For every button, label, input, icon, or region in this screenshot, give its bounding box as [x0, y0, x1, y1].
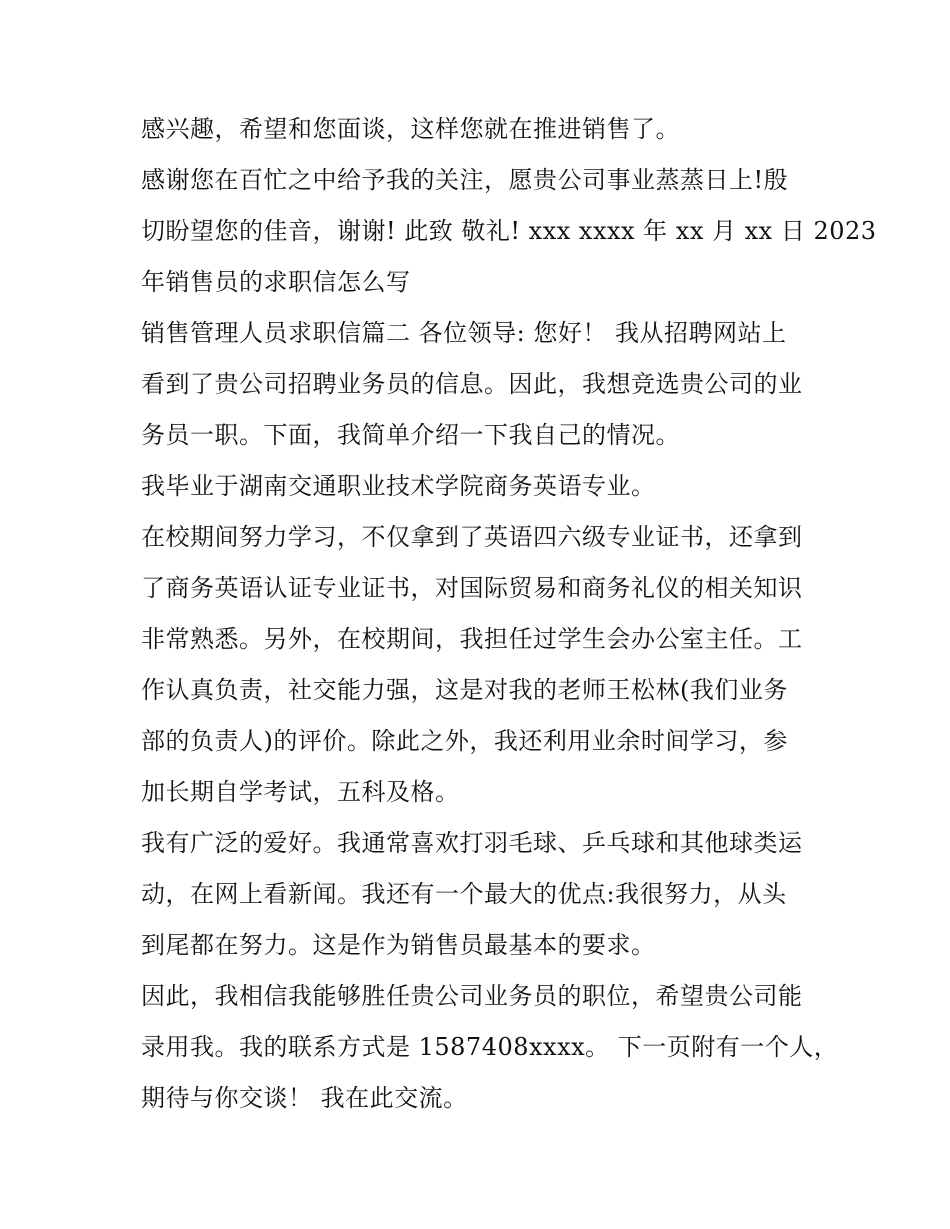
text-line: 动，在网上看新闻。我还有一个最大的优点:我很努力，从头 [141, 880, 787, 908]
text-line: 感谢您在百忙之中给予我的关注，愿贵公司事业蒸蒸日上!殷 [141, 166, 789, 194]
text-line: 务员一职。下面，我简单介绍一下我自己的情况。 [141, 421, 680, 449]
text-line: 我毕业于湖南交通职业技术学院商务英语专业。 [141, 472, 656, 500]
text-line: 加长期自学考试，五科及格。 [141, 778, 460, 806]
text-line: 年销售员的求职信怎么写 [141, 268, 411, 296]
text-line: 切盼望您的佳音，谢谢! 此致 敬礼! xxx xxxx 年 xx 月 xx 日 2023 [141, 217, 877, 245]
text-line: 了商务英语认证专业证书，对国际贸易和商务礼仪的相关知识 [141, 574, 803, 602]
text-line: 录用我。我的联系方式是 1587408xxxx。 下一页附有一个人， [141, 1033, 839, 1061]
text-line: 我有广泛的爱好。我通常喜欢打羽毛球、乒乓球和其他球类运 [141, 829, 803, 857]
text-line: 感兴趣，希望和您面谈，这样您就在推进销售了。 [141, 115, 680, 143]
text-line: 因此，我相信我能够胜任贵公司业务员的职位，希望贵公司能 [141, 982, 803, 1010]
text-line: 在校期间努力学习，不仅拿到了英语四六级专业证书，还拿到 [141, 523, 803, 551]
text-line: 作认真负责，社交能力强，这是对我的老师王松林(我们业务 [141, 676, 788, 704]
document-body [141, 104, 877, 1124]
text-line: 到尾都在努力。这是作为销售员最基本的要求。 [141, 931, 656, 959]
text-line: 期待与你交谈！ 我在此交流。 [141, 1084, 468, 1112]
text-line: 销售管理人员求职信篇二 各位领导: 您好！ 我从招聘网站上 [141, 319, 787, 347]
text-line: 部的负责人)的评价。除此之外，我还利用业余时间学习，参 [141, 727, 788, 755]
text-line: 看到了贵公司招聘业务员的信息。因此，我想竞选贵公司的业 [141, 370, 803, 398]
text-line: 非常熟悉。另外，在校期间，我担任过学生会办公室主任。工 [141, 625, 803, 653]
